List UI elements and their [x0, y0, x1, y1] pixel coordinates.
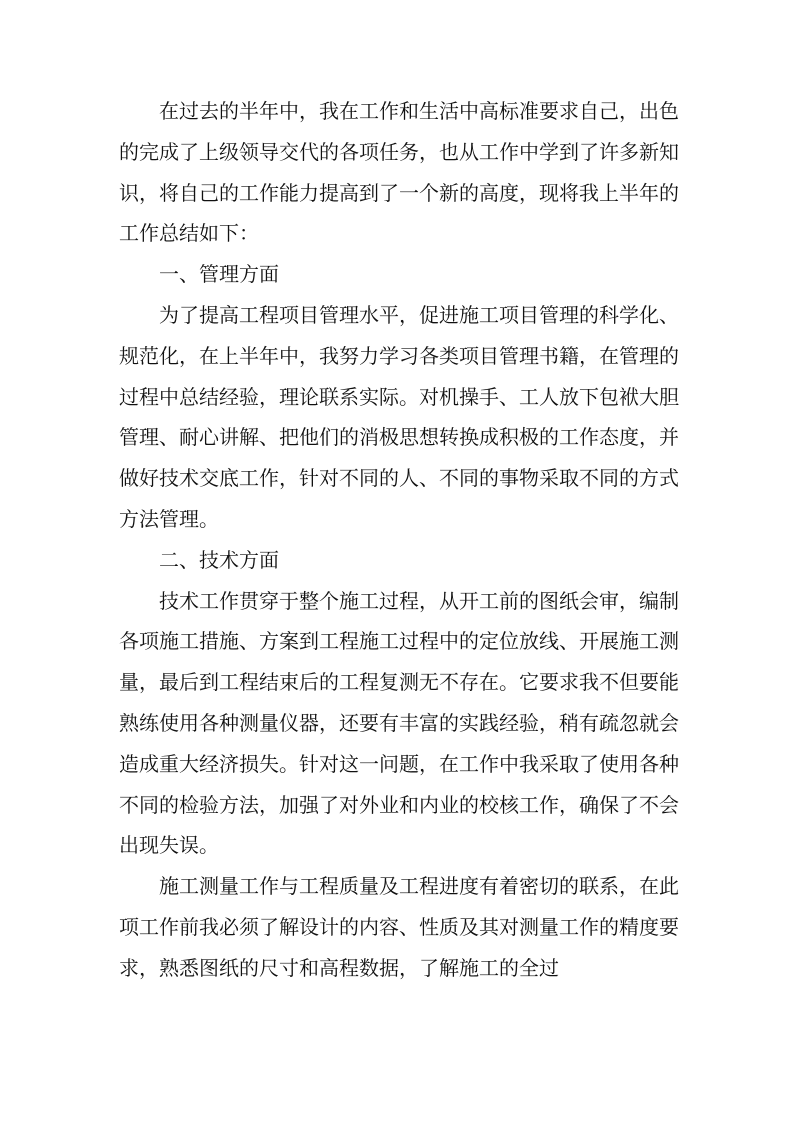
section-heading-management: 一、管理方面 — [159, 262, 279, 287]
intro-paragraph: 在过去的半年中，我在工作和生活中高标准要求自己，出色的完成了上级领导交代的各项任务，也从工作中学到了许多新知识，将自己的工作能力提高到了一个新的高度，现将我上半年的工作总结如下： — [119, 99, 679, 246]
section-heading-technology: 二、技术方面 — [159, 547, 279, 572]
management-paragraph: 为了提高工程项目管理水平，促进施工项目管理的科学化、规范化，在上半年中，我努力学习各类项目管理书籍，在管理的过程中总结经验，理论联系实际。对机操手、工人放下包袱大胆管理、耐心讲解、把他们的消极思想转换成积极的工作态度，并做好技术交底工作，针对不同的人、不同的事物采取不同的方式方法管理。 — [119, 302, 679, 531]
technology-paragraph: 技术工作贯穿于整个施工过程，从开工前的图纸会审，编制各项施工措施、方案到工程施工过程中的定位放线、开展施工测量，最后到工程结束后的工程复测无不存在。它要求我不但要能熟练使用各种测量仪器，还要有丰富的实践经验，稍有疏忽就会造成重大经济损失。针对这一问题，在工作中我采取了使用各种不同的检验方法，加强了对外业和内业的校核工作，确保了不会出现失误。 — [119, 588, 679, 858]
survey-paragraph: 施工测量工作与工程质量及工程进度有着密切的联系，在此项工作前我必须了解设计的内容、性质及其对测量工作的精度要求，熟悉图纸的尺寸和高程数据，了解施工的全过 — [119, 874, 679, 980]
document-body — [119, 91, 679, 989]
